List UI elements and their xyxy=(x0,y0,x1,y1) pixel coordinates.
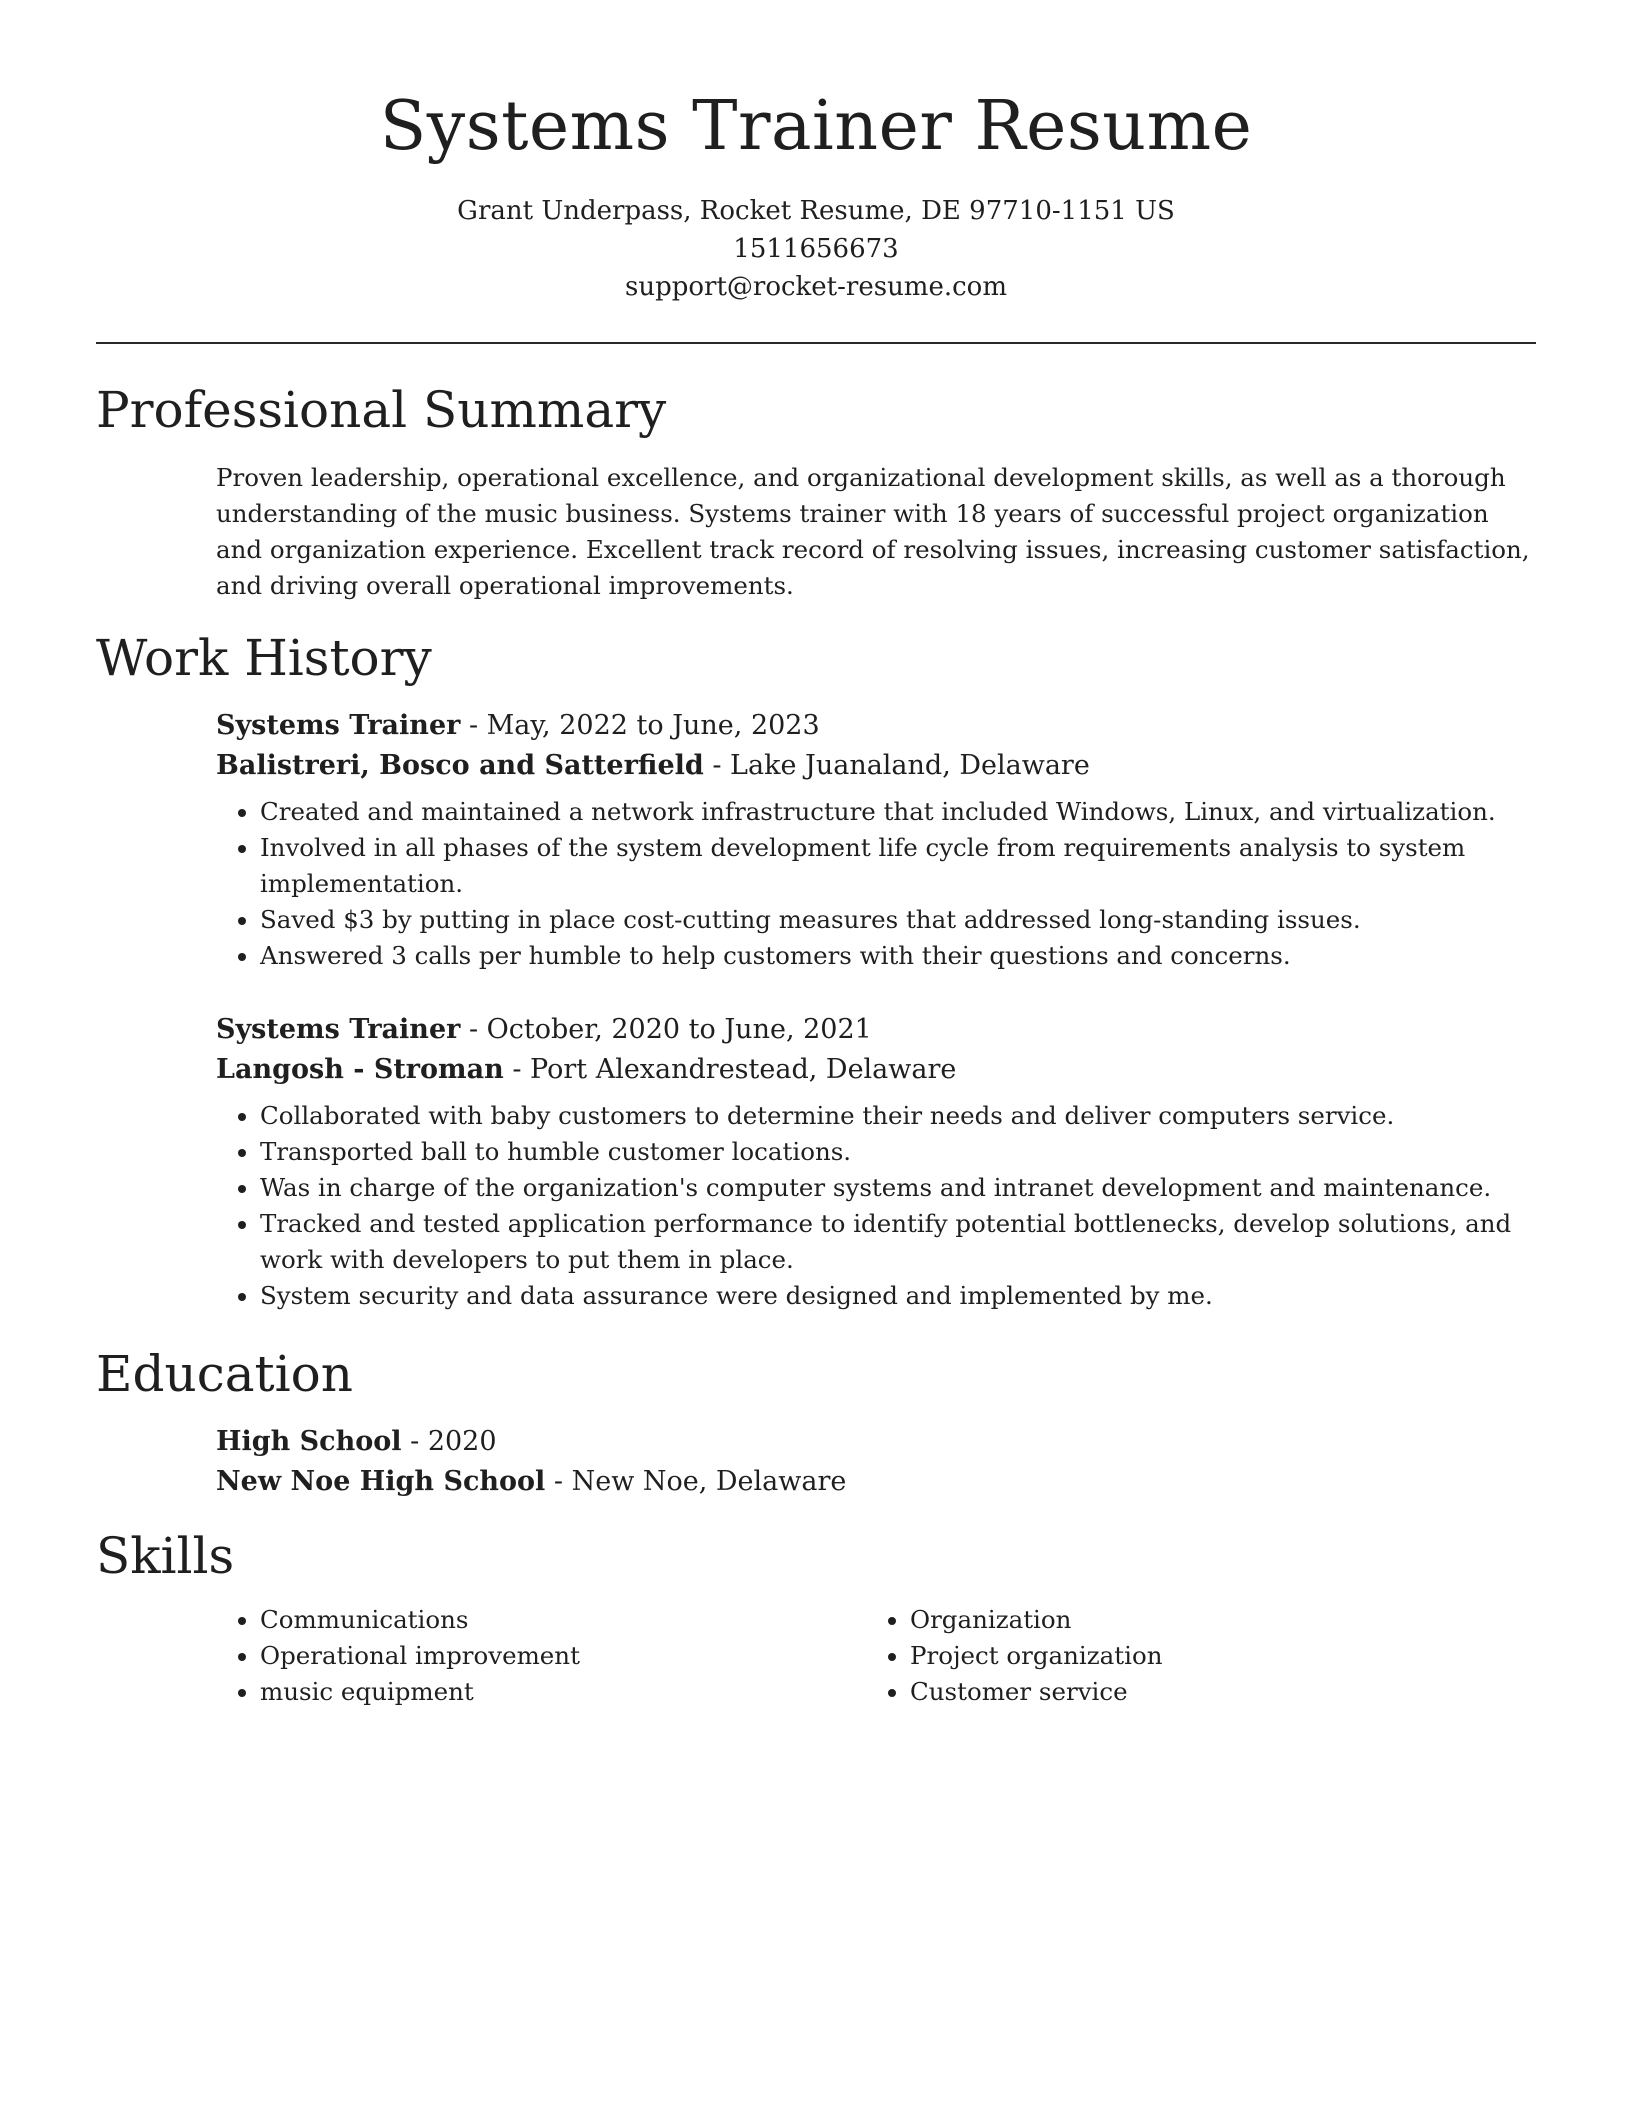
job-title-line xyxy=(216,1010,1532,1050)
section-title-summary: Professional Summary xyxy=(96,381,667,439)
education-degree: High School xyxy=(216,1426,402,1457)
education-school-line xyxy=(216,1462,1532,1502)
section-title-education: Education xyxy=(96,1345,353,1403)
skills-block xyxy=(216,1602,1532,1710)
education-entry xyxy=(216,1422,1532,1502)
list-item: • Transported ball to humble customer locations. xyxy=(260,1134,1532,1170)
job-company: Langosh - Stroman xyxy=(216,1054,504,1085)
skills-column-right xyxy=(866,1602,1516,1710)
job-dates: - May, 2022 to June, 2023 xyxy=(460,710,820,741)
skill-item: • Operational improvement xyxy=(260,1638,866,1674)
education-location: - New Noe, Delaware xyxy=(545,1466,847,1497)
skills-grid xyxy=(216,1602,1532,1710)
skill-item: • Project organization xyxy=(910,1638,1516,1674)
list-item: • Involved in all phases of the system development life cycle from requirements analysis to system implementation. xyxy=(260,830,1532,902)
contact-email: support@rocket-resume.com xyxy=(624,272,1007,302)
contact-address: Grant Underpass, Rocket Resume, DE 97710-1151 US xyxy=(457,196,1175,226)
education-school: New Noe High School xyxy=(216,1466,546,1497)
job-company-line xyxy=(216,1050,1532,1090)
contact-phone: 1511656673 xyxy=(733,234,899,264)
education-year: - 2020 xyxy=(401,1426,497,1457)
section-title-skills: Skills xyxy=(96,1527,235,1585)
list-item: • Tracked and tested application performance to identify potential bottlenecks, develop solutions, and work with developers to put them in place. xyxy=(260,1206,1532,1278)
job-title: Systems Trainer xyxy=(216,1014,461,1045)
skills-list xyxy=(216,1602,866,1710)
job-company-line xyxy=(216,746,1532,786)
list-item: • Answered 3 calls per humble to help customers with their questions and concerns. xyxy=(260,938,1532,974)
job-entry xyxy=(216,706,1532,974)
job-dates: - October, 2020 to June, 2021 xyxy=(460,1014,872,1045)
summary-block xyxy=(216,460,1532,604)
list-item: • Was in charge of the organization's computer systems and intranet development and maintenance. xyxy=(260,1170,1532,1206)
list-item: • Collaborated with baby customers to determine their needs and deliver computers service. xyxy=(260,1098,1532,1134)
list-item: • System security and data assurance were designed and implemented by me. xyxy=(260,1278,1532,1314)
education-degree-line xyxy=(216,1422,1532,1462)
job-location: - Port Alexandrestead, Delaware xyxy=(503,1054,957,1085)
skill-item: • Organization xyxy=(910,1602,1516,1638)
section-title-work-history: Work History xyxy=(96,629,432,687)
list-item: • Saved $3 by putting in place cost-cutting measures that addressed long-standing issues. xyxy=(260,902,1532,938)
skill-item: • Communications xyxy=(260,1602,866,1638)
skills-list xyxy=(866,1602,1516,1710)
skill-item: • music equipment xyxy=(260,1674,866,1710)
job-title: Systems Trainer xyxy=(216,710,461,741)
job-location: - Lake Juanaland, Delaware xyxy=(703,750,1090,781)
job-title-line xyxy=(216,706,1532,746)
job-entry xyxy=(216,1010,1532,1314)
page-title: Systems Trainer Resume xyxy=(379,87,1253,166)
skills-column-left xyxy=(216,1602,866,1710)
job-company: Balistreri, Bosco and Satterfield xyxy=(216,750,704,781)
header-divider xyxy=(96,342,1536,344)
list-item: • Created and maintained a network infrastructure that included Windows, Linux, and virtualization. xyxy=(260,794,1532,830)
job-bullets xyxy=(216,794,1532,974)
job-bullets xyxy=(216,1098,1532,1314)
contact-info xyxy=(0,192,1632,306)
summary-text: Proven leadership, operational excellence, and organizational development skills, as well as a thorough understanding of the music business. Systems trainer with 18 years of successful project organization and organization experience. Excellent track record of resolving issues, increasing customer satisfaction, and driving overall operational improvements. xyxy=(216,463,1530,600)
skill-item: • Customer service xyxy=(910,1674,1516,1710)
resume-header xyxy=(0,0,1632,306)
